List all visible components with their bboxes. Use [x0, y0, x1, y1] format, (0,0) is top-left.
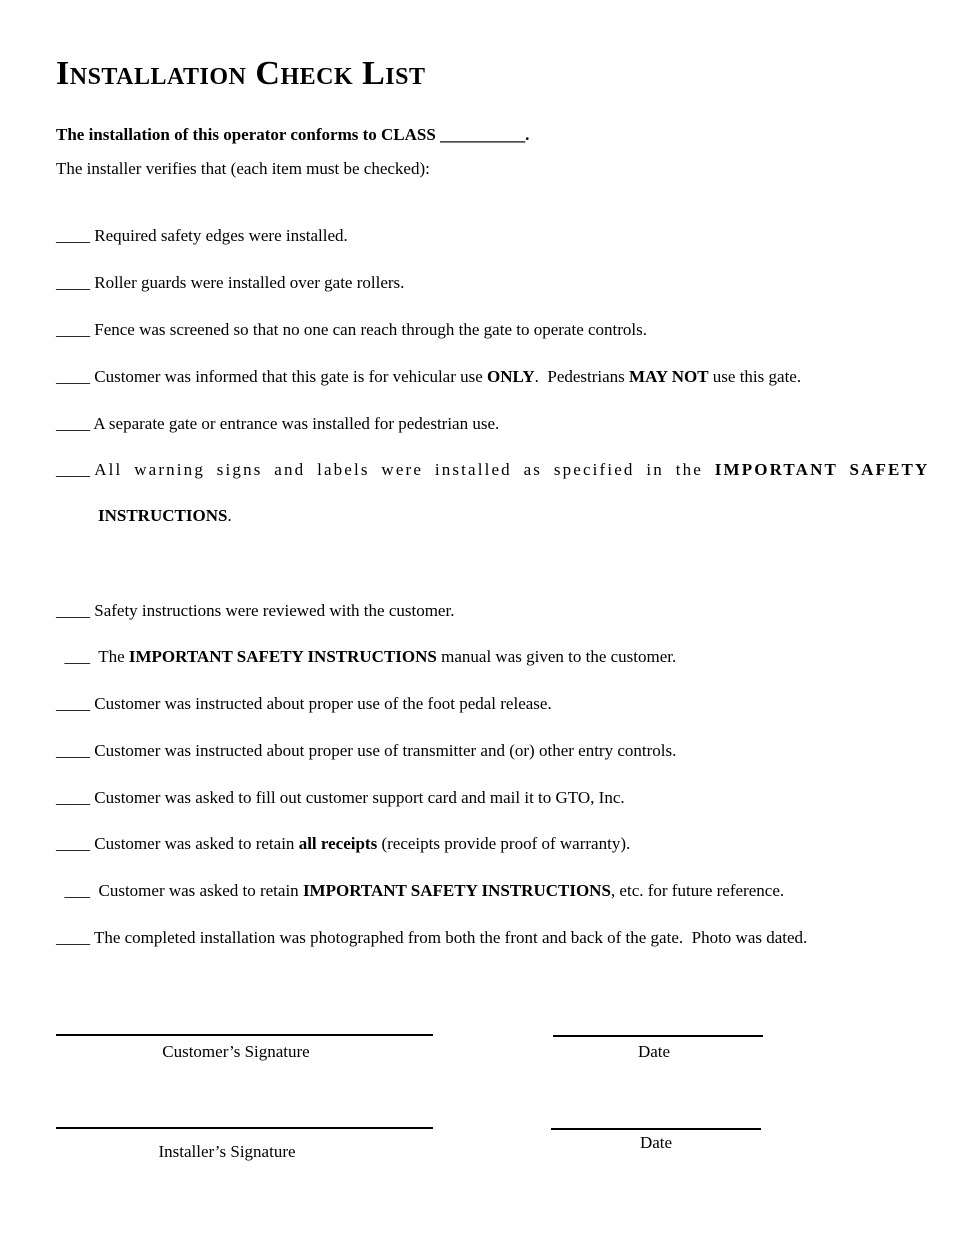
checklist-item-text: Customer was instructed about proper use of transmitter and (or) other entry controls.: [94, 741, 677, 760]
checklist-item-vehicular-only: [56, 366, 801, 388]
checklist-item-text: Customer was asked to retain: [98, 881, 303, 900]
checklist-item-retain-instructions: [56, 880, 784, 902]
emphasis-important-safety: IMPORTANT SAFETY: [714, 460, 930, 479]
check-blank[interactable]: ____: [56, 273, 95, 292]
check-blank[interactable]: ____: [56, 788, 95, 807]
installer-verifies-text: The installer verifies that (each item must be checked):: [56, 159, 430, 178]
checklist-item-support-card: [56, 787, 625, 809]
page-title: Installation Check List: [56, 55, 426, 92]
check-blank[interactable]: ____: [56, 367, 95, 386]
checklist-item-text: Roller guards were installed over gate rollers.: [94, 273, 405, 292]
check-blank[interactable]: ___: [56, 647, 99, 666]
checklist-item-warning-signs: [56, 459, 929, 481]
emphasis-may-not: MAY NOT: [629, 367, 709, 386]
check-blank[interactable]: ____: [56, 226, 95, 245]
installer-date-line[interactable]: [551, 1128, 761, 1130]
checklist-item-text: use this gate.: [708, 367, 802, 386]
check-blank[interactable]: ____: [56, 460, 95, 479]
emphasis-only: ONLY: [487, 367, 535, 386]
customer-signature-line[interactable]: [56, 1034, 433, 1036]
checklist-item-safety-edges: [56, 225, 348, 247]
emphasis-important-safety-instructions: IMPORTANT SAFETY INSTRUCTIONS: [128, 647, 437, 666]
checklist-item-manual-given: [56, 646, 676, 668]
checklist-item-instructions-reviewed: [56, 600, 454, 622]
checklist-item-fence-screened: [56, 319, 647, 341]
customer-date-line[interactable]: [553, 1035, 763, 1037]
checklist-item-warning-signs-continued: [98, 505, 232, 527]
checklist-item-pedestrian-gate: [56, 413, 499, 435]
checklist-item-text: Customer was asked to fill out customer support card and mail it to GTO, Inc.: [94, 788, 625, 807]
checklist-item-text: The completed installation was photographed from both the front and back of the gate. Photo was dated.: [93, 928, 808, 947]
check-blank[interactable]: ____: [56, 928, 94, 947]
installer-signature-label: Installer’s Signature: [158, 1142, 296, 1161]
checklist-item-text: Safety instructions were reviewed with the customer.: [94, 601, 455, 620]
class-conformance-statement: The installation of this operator conforms to CLASS __________.: [56, 125, 530, 144]
check-blank[interactable]: ____: [56, 741, 95, 760]
checklist-item-receipts: [56, 833, 630, 855]
checklist-item-text: Fence was screened so that no one can reach through the gate to operate controls.: [94, 320, 648, 339]
customer-signature-label: Customer’s Signature: [162, 1042, 310, 1061]
checklist-item-text: , etc. for future reference.: [610, 881, 785, 900]
checklist-item-text: The: [98, 647, 129, 666]
check-blank[interactable]: ____: [56, 320, 95, 339]
checklist-item-text: A separate gate or entrance was installed for pedestrian use.: [93, 414, 500, 433]
checklist-item-text: .: [227, 506, 232, 525]
checklist-item-photographed: [56, 927, 807, 949]
emphasis-instructions: INSTRUCTIONS: [98, 506, 228, 525]
checklist-item-text: (receipts provide proof of warranty).: [377, 834, 631, 853]
checklist-item-foot-pedal: [56, 693, 552, 715]
customer-date-label: Date: [637, 1042, 671, 1061]
check-blank[interactable]: ____: [56, 694, 95, 713]
installer-signature-line[interactable]: [56, 1127, 433, 1129]
check-blank[interactable]: ____: [56, 414, 94, 433]
installer-date-label: Date: [639, 1133, 673, 1152]
checklist-item-text: Customer was informed that this gate is for vehicular use: [94, 367, 488, 386]
emphasis-important-safety-instructions: IMPORTANT SAFETY INSTRUCTIONS: [302, 881, 611, 900]
check-blank[interactable]: ___: [56, 881, 99, 900]
check-blank[interactable]: ____: [56, 834, 95, 853]
checklist-item-transmitter: [56, 740, 676, 762]
checklist-item-text: manual was given to the customer.: [436, 647, 677, 666]
check-blank[interactable]: ____: [56, 601, 95, 620]
emphasis-all-receipts: all receipts: [298, 834, 378, 853]
checklist-item-text: Customer was instructed about proper use of the foot pedal release.: [94, 694, 552, 713]
checklist-item-text: . Pedestrians: [534, 367, 630, 386]
checklist-item-text: Customer was asked to retain: [94, 834, 299, 853]
checklist-item-text: Required safety edges were installed.: [94, 226, 348, 245]
checklist-item-roller-guards: [56, 272, 404, 294]
checklist-item-text: All warning signs and labels were installed as specified in the: [94, 460, 715, 479]
